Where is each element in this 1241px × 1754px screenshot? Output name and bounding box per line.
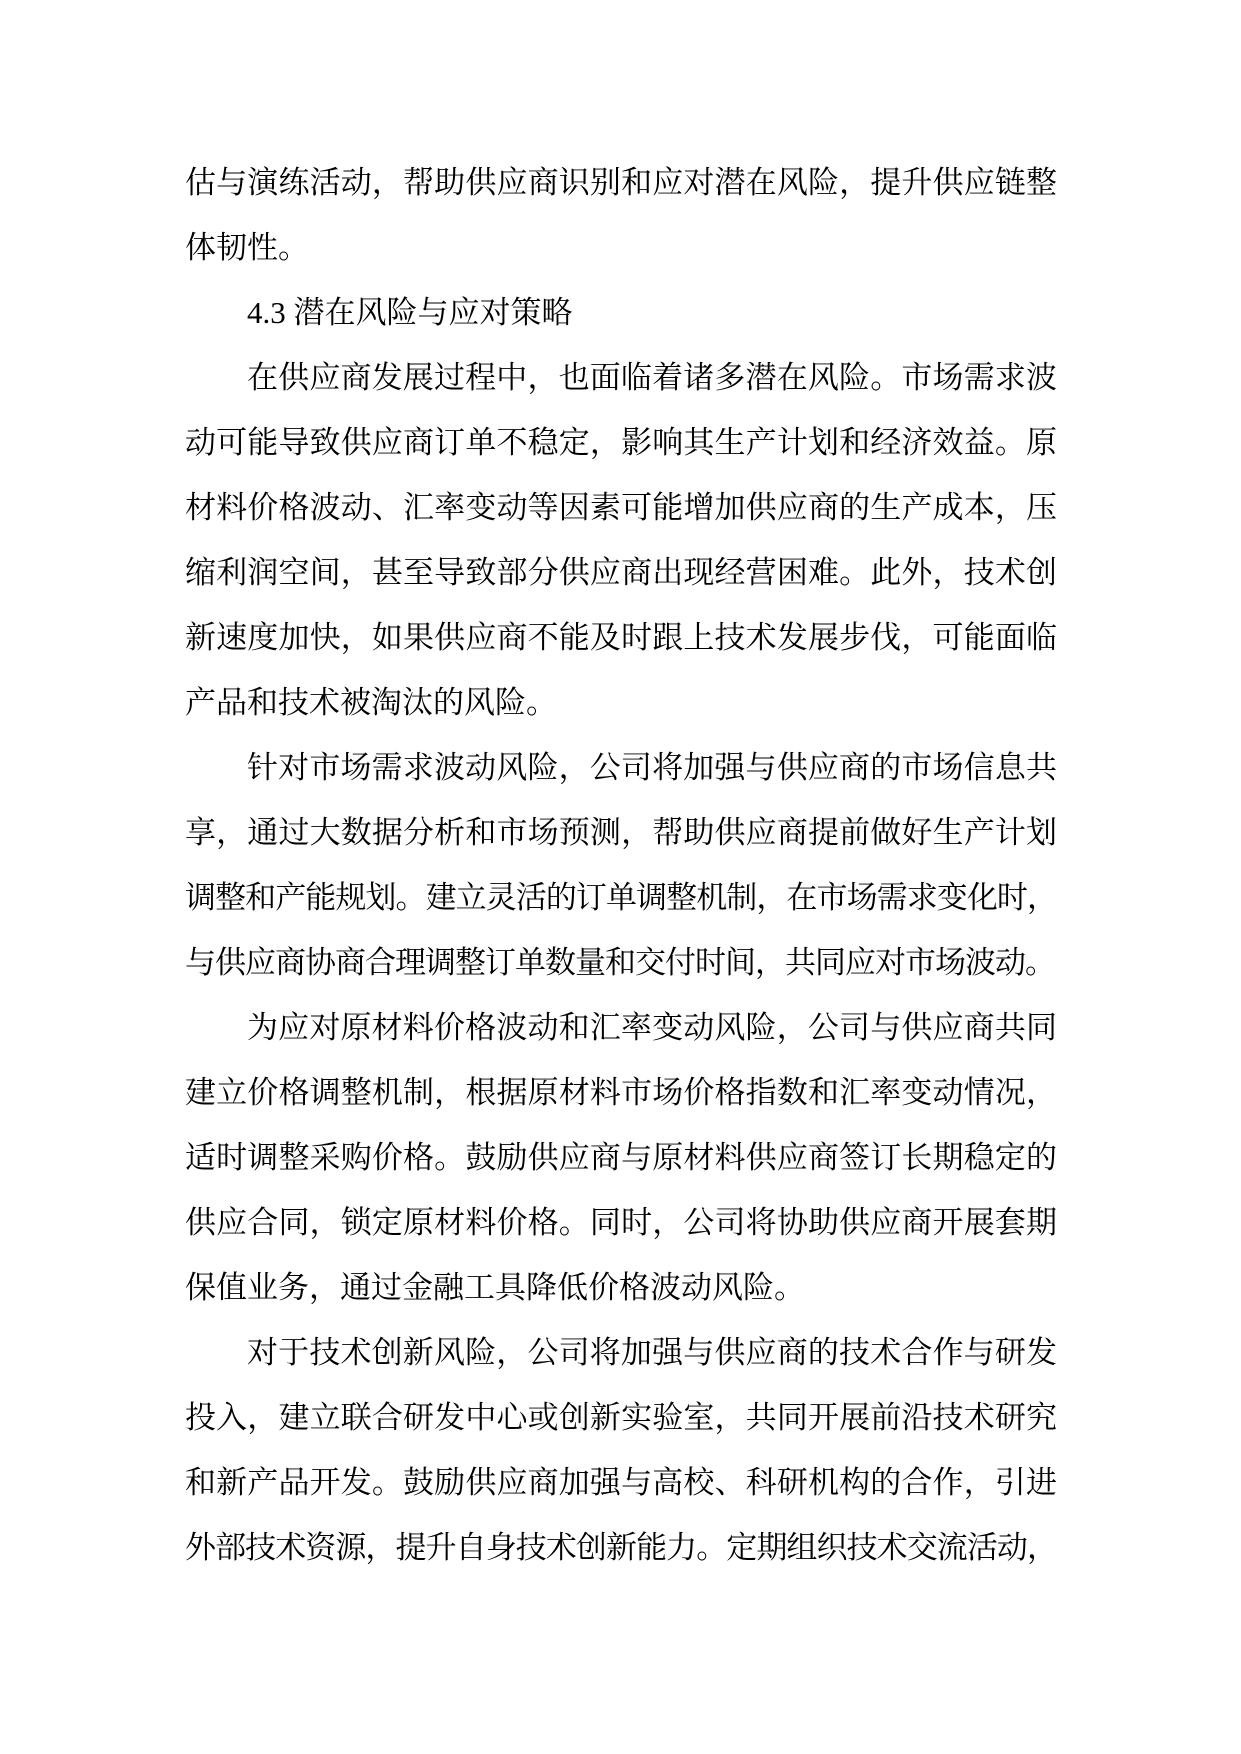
text-line: 外部技术资源，提升自身技术创新能力。定期组织技术交流活动， xyxy=(185,1530,1057,1565)
text-line: 调整和产能规划。建立灵活的订单调整机制，在市场需求变化时， xyxy=(185,880,1057,915)
text-line: 投入，建立联合研发中心或创新实验室，共同开展前沿技术研究 xyxy=(185,1400,1057,1435)
paragraph-risks-overview xyxy=(185,345,1057,735)
paragraph-price-fx-risk xyxy=(185,995,1057,1320)
text-line: 对于技术创新风险，公司将加强与供应商的技术合作与研发 xyxy=(247,1335,1057,1370)
paragraph-market-demand-risk xyxy=(185,735,1057,995)
text-line: 缩利润空间，甚至导致部分供应商出现经营困难。此外，技术创 xyxy=(185,555,1057,590)
text-block xyxy=(185,150,1057,1580)
text-line: 享，通过大数据分析和市场预测，帮助供应商提前做好生产计划 xyxy=(185,815,1057,850)
text-line: 和新产品开发。鼓励供应商加强与高校、科研机构的合作，引进 xyxy=(185,1465,1057,1500)
text-line: 供应合同，锁定原材料价格。同时，公司将协助供应商开展套期 xyxy=(185,1205,1057,1240)
text-line: 为应对原材料价格波动和汇率变动风险，公司与供应商共同 xyxy=(247,1010,1057,1045)
text-line: 建立价格调整机制，根据原材料市场价格指数和汇率变动情况， xyxy=(185,1075,1057,1110)
text-line: 体韧性。 xyxy=(185,230,309,265)
text-line: 动可能导致供应商订单不稳定，影响其生产计划和经济效益。原 xyxy=(185,425,1057,460)
text-line: 新速度加快，如果供应商不能及时跟上技术发展步伐，可能面临 xyxy=(185,620,1057,655)
text-line: 与供应商协商合理调整订单数量和交付时间，共同应对市场波动。 xyxy=(185,945,1055,980)
text-line: 保值业务，通过金融工具降低价格波动风险。 xyxy=(185,1270,805,1305)
paragraph-continuation xyxy=(185,150,1057,280)
text-line: 针对市场需求波动风险，公司将加强与供应商的市场信息共 xyxy=(247,750,1057,785)
section-heading-line: 4.3 潜在风险与应对策略 xyxy=(247,295,573,330)
section-heading xyxy=(185,280,1057,345)
text-line: 在供应商发展过程中，也面临着诸多潜在风险。市场需求波 xyxy=(247,360,1057,395)
paragraph-tech-innovation-risk xyxy=(185,1320,1057,1580)
text-line: 材料价格波动、汇率变动等因素可能增加供应商的生产成本，压 xyxy=(185,490,1057,525)
text-line: 估与演练活动，帮助供应商识别和应对潜在风险，提升供应链整 xyxy=(185,165,1057,200)
text-line: 适时调整采购价格。鼓励供应商与原材料供应商签订长期稳定的 xyxy=(185,1140,1057,1175)
text-line: 产品和技术被淘汰的风险。 xyxy=(185,685,557,720)
